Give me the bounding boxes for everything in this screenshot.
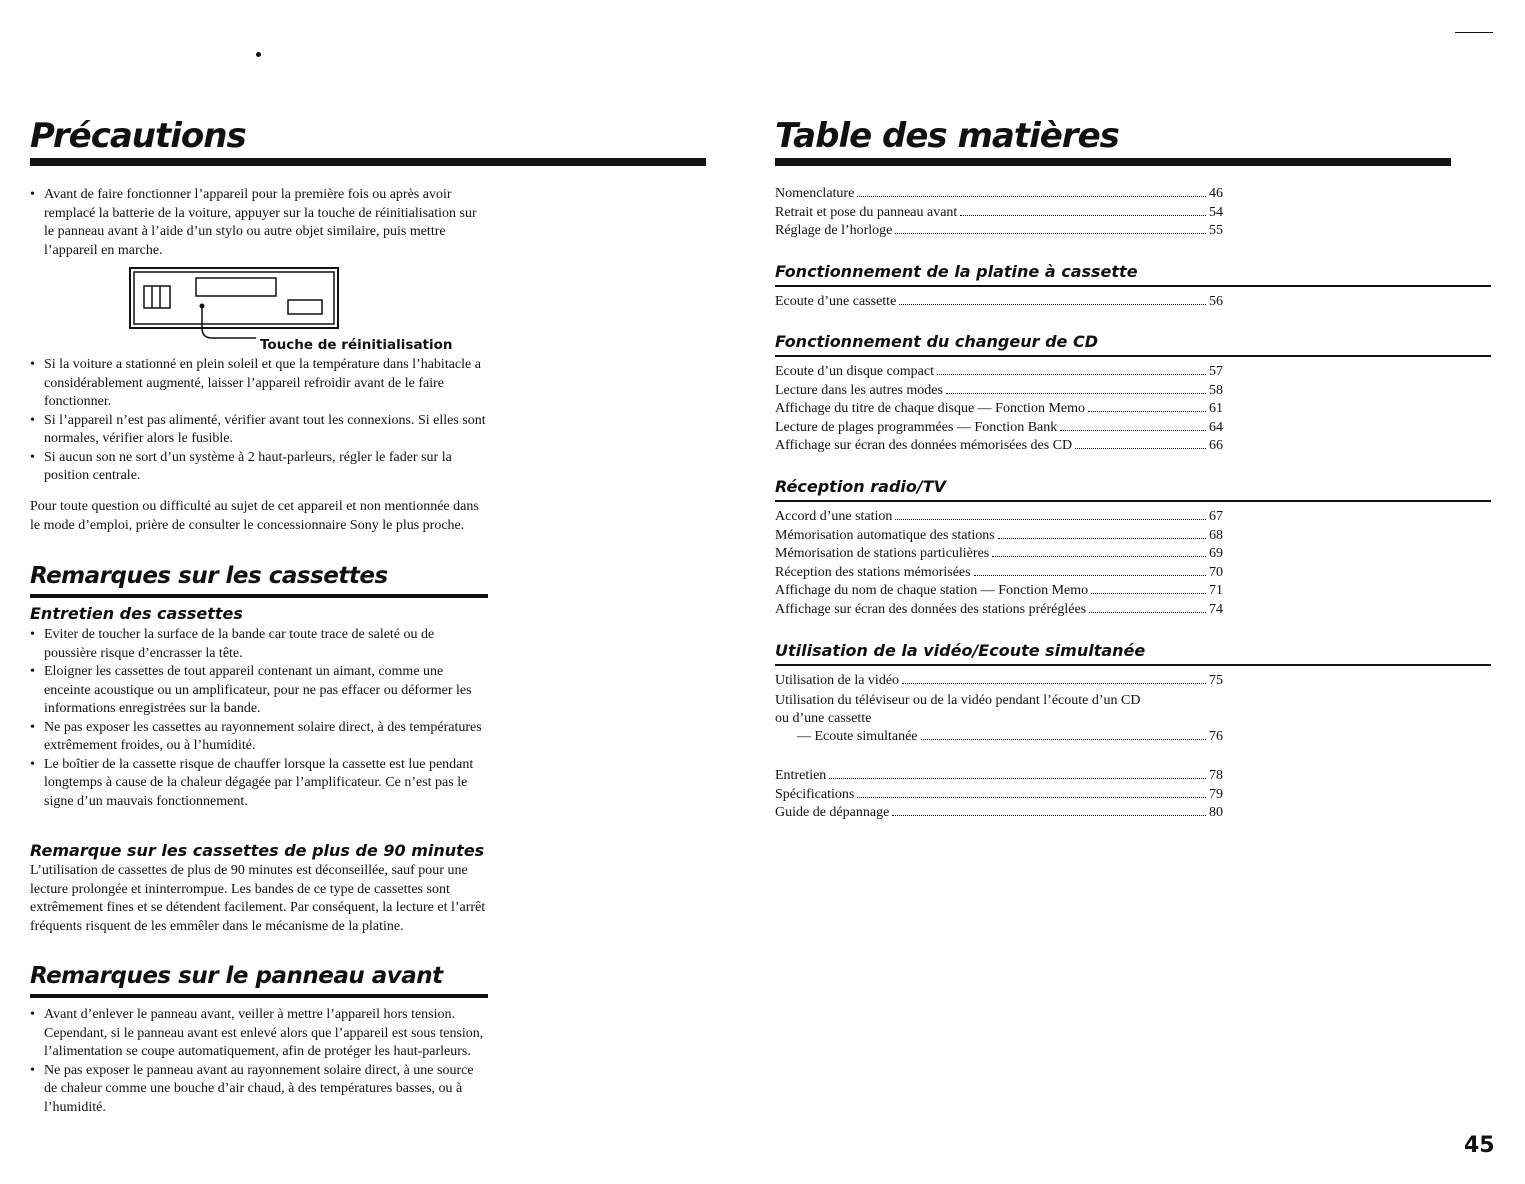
toc-tail (775, 768, 1235, 824)
bullet-item: • Avant d’enlever le panneau avant, veiller à mettre l’appareil hors tension. Cependant, si le panneau avant est enlevé alors que l’appareil est sous tension, l’alimentation se coupe automatiquement, afin de protéger les haut-parleurs. (30, 1006, 488, 1062)
toc-entry[interactable] (775, 729, 1235, 748)
toc-section-heading: Fonctionnement du changeur de CD (775, 332, 1098, 351)
toc-leader (829, 778, 1206, 779)
toc-leader (1091, 593, 1206, 594)
toc-leader (899, 304, 1206, 305)
toc-label: Accord d’une station (775, 509, 893, 524)
front-panel-heading: Remarques sur le panneau avant (30, 963, 443, 989)
toc-page: 74 (1209, 601, 1223, 617)
right-page-title: Table des matières (775, 116, 1119, 156)
toc-label: Mémorisation automatique des stations (775, 527, 995, 543)
toc-label: Réglage de l’horloge (775, 223, 893, 238)
toc-entry[interactable] (775, 787, 1235, 806)
bullet-item: • Si aucun son ne sort d’un système à 2 haut-parleurs, régler le fader sur la position centrale. (30, 449, 488, 486)
bullet-item: • Ne pas exposer les cassettes au rayonnement solaire direct, à des températures extrêmement froides, ou à l’humidité. (30, 719, 488, 756)
contact-paragraph (30, 498, 482, 535)
bullet-item: • Si l’appareil n’est pas alimenté, vérifier avant tout les connexions. Si elles sont normales, vérifier alors le fusible. (30, 412, 488, 449)
toc-page: 57 (1209, 364, 1223, 379)
toc-section-rule (775, 285, 1491, 287)
front-panel-bullets (30, 1006, 488, 1117)
toc-section-rule (775, 500, 1491, 502)
scan-mark-dot (256, 52, 261, 57)
toc-leader (1088, 411, 1206, 412)
cassettes-heading: Remarques sur les cassettes (30, 563, 388, 589)
toc-leader (937, 374, 1206, 375)
toc-page: 54 (1209, 204, 1223, 220)
section-rule (30, 594, 488, 598)
toc-section-video (775, 673, 1235, 747)
toc-entry[interactable] (775, 420, 1235, 439)
toc-label: Mémorisation de stations particulières (775, 546, 990, 561)
toc-entry[interactable] (775, 565, 1235, 584)
toc-page: 70 (1209, 564, 1223, 580)
toc-entry[interactable] (775, 768, 1235, 787)
toc-leader (1075, 448, 1206, 449)
toc-leader (1089, 612, 1206, 613)
toc-page: 69 (1209, 546, 1223, 561)
figure-caption: Touche de réinitialisation (260, 337, 453, 353)
toc-label: Affichage sur écran des données mémorisées des CD (775, 438, 1073, 453)
toc-entry[interactable] (775, 364, 1235, 383)
toc-entry[interactable] (775, 583, 1235, 602)
toc-section-cassette (775, 294, 1235, 313)
toc-leader (857, 797, 1206, 798)
intro-section (30, 186, 482, 260)
toc-leader (946, 393, 1206, 394)
left-page-title: Précautions (30, 116, 246, 156)
long-cassette-text: L’utilisation de cassettes de plus de 90 minutes est déconseillée, sauf pour une lecture prolongée et ininterrompue. Les bandes de ce type de cassettes sont extrêmement fines et se détendent facilement. Par conséquent, la lecture et l’arrêt fréquents risquent de les emmêler dans le mécanisme de la platine. (30, 863, 486, 934)
toc (775, 186, 1235, 242)
toc-label: Affichage sur écran des données des stations préréglées (775, 601, 1087, 617)
toc-leader (992, 556, 1206, 557)
bullet-item: • Si la voiture a stationné en plein soleil et que la température dans l’habitacle a considérablement augmenté, laisser l’appareil refroidir avant de le faire fonctionner. (30, 356, 488, 412)
toc-label: Spécifications (775, 786, 855, 802)
toc-entry[interactable] (775, 528, 1235, 547)
toc-entry[interactable] (775, 602, 1235, 621)
toc-page: 66 (1209, 438, 1223, 453)
page-number: 45 (1464, 1133, 1495, 1158)
toc-leader (921, 739, 1206, 740)
long-cassette-heading: Remarque sur les cassettes de plus de 90 minutes (30, 841, 485, 860)
bullet-item: • Le boîtier de la cassette risque de chauffer lorsque la cassette est lue pendant longtemps à cause de la chaleur dégagée par l’amplificateur. Ce n’est pas le signe d’un mauvais fonctionnement. (30, 756, 488, 812)
toc-label: Ecoute d’un disque compact (775, 364, 935, 379)
toc-label: Affichage du nom de chaque station — Fonction Memo (775, 583, 1089, 598)
title-rule (775, 158, 1451, 166)
toc-label: Ecoute d’une cassette (775, 294, 897, 309)
toc-page: 67 (1209, 509, 1223, 524)
bullet-item: • Ne pas exposer le panneau avant au rayonnement solaire direct, à une source de chaleur comme une bouche d’air chaud, à des températures basses, ou à l’humidité. (30, 1062, 488, 1118)
toc-section-heading: Fonctionnement de la platine à cassette (775, 262, 1138, 281)
toc-page: 68 (1209, 527, 1223, 543)
toc-page: 79 (1209, 786, 1223, 802)
toc-entry[interactable] (775, 223, 1235, 242)
toc-label: Utilisation de la vidéo (775, 673, 900, 688)
toc-section-cd (775, 364, 1235, 457)
toc-label: Réception des stations mémorisées (775, 564, 971, 580)
toc-page: 61 (1209, 401, 1223, 416)
toc-entry[interactable] (775, 186, 1235, 205)
toc-page: 75 (1209, 673, 1223, 688)
toc-label: Lecture de plages programmées — Fonction Bank (775, 419, 1058, 435)
bullet-item: • Eloigner les cassettes de tout appareil contenant un aimant, comme une enceinte acoustique ou un amplificateur, pour ne pas effacer ou déformer les informations enregistrées sur la bande. (30, 663, 488, 719)
toc-leader (895, 233, 1206, 234)
toc-label: Retrait et pose du panneau avant (775, 204, 958, 220)
title-rule (30, 158, 706, 166)
toc-label: Guide de dépannage (775, 805, 890, 820)
toc-label: — Ecoute simultanée (797, 728, 918, 744)
toc-section-heading: Utilisation de la vidéo/Ecoute simultanée (775, 641, 1146, 660)
toc-entry[interactable] (775, 509, 1235, 528)
toc-page: 71 (1209, 583, 1223, 598)
toc-section-rule (775, 664, 1491, 666)
toc-page: 80 (1209, 805, 1223, 820)
contact-text: Pour toute question ou difficulté au sujet de cet appareil et non mentionnée dans le mode d’emploi, prière de consulter le concessionnaire Sony le plus proche. (30, 499, 479, 533)
toc-entry[interactable] (775, 294, 1235, 313)
precaution-bullets (30, 356, 488, 486)
toc-section-heading: Réception radio/TV (775, 477, 947, 496)
toc-section-rule (775, 355, 1491, 357)
toc-entry-line[interactable]: Utilisation du téléviseur ou de la vidéo pendant l’écoute d’un CD (775, 692, 1141, 708)
toc-entry[interactable] (775, 205, 1235, 224)
toc-page: 58 (1209, 382, 1223, 398)
toc-label: Nomenclature (775, 186, 855, 201)
toc-page: 78 (1209, 768, 1223, 783)
toc-entry[interactable] (775, 805, 1235, 824)
bullet-item: • Eviter de toucher la surface de la bande car toute trace de saleté ou de poussière risque d’encrasser la tête. (30, 626, 488, 663)
toc-entry[interactable] (775, 673, 1235, 692)
section-rule (30, 994, 488, 998)
toc-page: 56 (1209, 294, 1223, 309)
toc-page: 64 (1209, 419, 1223, 435)
toc-leader (974, 575, 1206, 576)
intro-bullet: • Avant de faire fonctionner l’appareil pour la première fois ou après avoir remplacé la batterie de la voiture, appuyer sur la touche de réinitialisation sur le panneau avant à l’aide d’un stylo ou autre objet similaire, puis mettre l’appareil en marche. (30, 186, 482, 260)
toc-label: Lecture dans les autres modes (775, 382, 943, 398)
toc-section-radio (775, 509, 1235, 620)
toc-leader (892, 815, 1206, 816)
care-heading: Entretien des cassettes (30, 604, 243, 623)
care-bullets (30, 626, 488, 811)
scan-mark-line (1455, 32, 1493, 33)
toc-entry[interactable] (775, 438, 1235, 457)
toc-leader (902, 683, 1206, 684)
toc-page: 76 (1209, 728, 1223, 744)
toc-leader (857, 196, 1206, 197)
toc-leader (1060, 430, 1206, 431)
toc-entry[interactable] (775, 383, 1235, 402)
toc-entry-line[interactable]: ou d’une cassette (775, 711, 872, 726)
toc-label: Entretien (775, 768, 827, 783)
toc-label: Affichage du titre de chaque disque — Fonction Memo (775, 401, 1085, 416)
toc-page: 46 (1209, 186, 1223, 201)
toc-page: 55 (1209, 223, 1223, 238)
toc-entry[interactable] (775, 401, 1235, 420)
toc-leader (895, 519, 1206, 520)
toc-leader (998, 538, 1206, 539)
long-cassette-section (30, 862, 488, 936)
toc-leader (960, 215, 1206, 216)
toc-entry[interactable] (775, 546, 1235, 565)
